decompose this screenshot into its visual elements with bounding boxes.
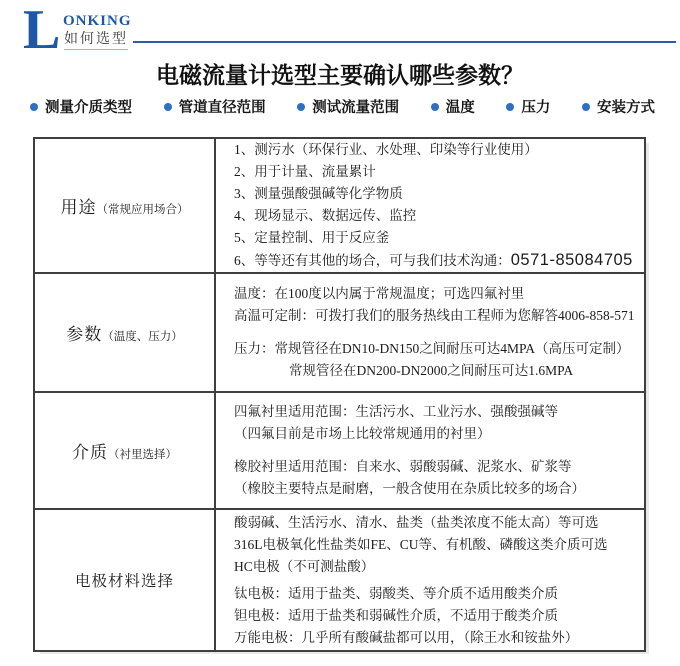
logo-l-icon: L xyxy=(23,0,61,61)
phone-number: 0571-85084705 xyxy=(510,251,633,269)
bullet-item xyxy=(431,96,475,117)
spec-table xyxy=(33,137,646,652)
table-row-parameters xyxy=(35,272,644,391)
bullet-item xyxy=(297,96,399,117)
content-line xyxy=(234,249,638,272)
bullet-item xyxy=(30,96,132,117)
bullet-label: 管道直径范围 xyxy=(178,100,266,116)
parameter-bullet-list xyxy=(30,96,655,117)
bullet-dot-icon xyxy=(297,103,305,111)
row-label-note: （衬里选择） xyxy=(108,449,177,461)
content-line: 酸弱碱、生活污水、清水、盐类（盐类浓度不能太高）等可选 xyxy=(234,514,599,530)
row-label-note: （温度、压力） xyxy=(102,331,183,343)
bullet-dot-icon xyxy=(164,103,172,111)
row-label-note: （常规应用场合） xyxy=(96,204,189,216)
content-line: 高温可定制：可拨打我们的服务热线由工程师为您解答4006-858-571 xyxy=(234,308,635,323)
row-content-usage xyxy=(216,139,644,272)
row-label-medium xyxy=(35,393,216,508)
row-label-text: 参数 xyxy=(66,325,103,344)
table-row-electrode xyxy=(35,508,644,650)
content-line: 1、测污水（环保行业、水处理、印染等行业使用） xyxy=(234,142,538,157)
header-rule xyxy=(133,41,676,43)
content-line-text: 6、等等还有其他的场合，可与我们技术沟通： xyxy=(234,253,511,268)
content-line: 2、用于计量、流量累计 xyxy=(234,164,376,179)
content-line: 3、测量强酸强碱等化学物质 xyxy=(234,186,403,201)
row-content-parameters xyxy=(216,274,644,391)
bullet-dot-icon xyxy=(431,103,439,111)
row-label-text: 介质 xyxy=(72,443,108,462)
brand-name: ONKING xyxy=(63,13,132,29)
content-line: 316L电极氧化性盐类如FE、CU等、有机酸、磷酸这类介质可选 xyxy=(234,536,608,552)
row-content-medium xyxy=(216,393,644,508)
bullet-label: 安装方式 xyxy=(596,100,655,116)
content-line: 5、定量控制、用于反应釜 xyxy=(234,230,390,245)
row-content-electrode xyxy=(216,510,644,650)
content-line: （橡胶主要特点是耐磨，一般含使用在杂质比较多的场合） xyxy=(234,481,585,496)
bullet-label: 测试流量范围 xyxy=(312,100,400,116)
bullet-dot-icon xyxy=(582,103,590,111)
bullet-label: 压力 xyxy=(521,100,551,116)
bullet-item xyxy=(582,96,655,117)
bullet-item xyxy=(506,96,550,117)
bullet-dot-icon xyxy=(506,103,514,111)
bullet-label: 测量介质类型 xyxy=(45,100,132,116)
row-label-text: 电极材料选择 xyxy=(74,573,174,590)
content-line: 橡胶衬里适用范围：自来水、弱酸弱碱、泥浆水、矿浆等 xyxy=(234,459,572,474)
row-label-parameters xyxy=(35,274,216,391)
table-row-usage xyxy=(35,139,644,272)
content-line: 压力：常规管径在DN10-DN150之间耐压可达4MPA（高压可定制） xyxy=(234,341,630,356)
row-label-text: 用途 xyxy=(60,198,97,217)
content-line: 4、现场显示、数据远传、监控 xyxy=(234,208,417,223)
bullet-item xyxy=(164,96,266,117)
content-line: 钽电极：适用于盐类和弱碱性介质，不适用于酸类介质 xyxy=(234,607,558,623)
row-label-electrode xyxy=(35,510,216,650)
content-line: 常规管径在DN200-DN2000之间耐压可达1.6MPA xyxy=(289,363,574,378)
content-line: 四氟衬里适用范围：生活污水、工业污水、强酸强碱等 xyxy=(234,404,558,419)
table-row-medium xyxy=(35,391,644,508)
content-line: （四氟目前是市场上比较常规通用的衬里） xyxy=(234,426,491,441)
logo-subtitle: 如何选型 xyxy=(64,28,128,50)
content-line: 温度：在100度以内属于常规温度；可选四氟衬里 xyxy=(234,286,525,301)
content-line: 万能电极：几乎所有酸碱盐都可以用，（除王水和铵盐外） xyxy=(234,629,579,645)
bullet-label: 温度 xyxy=(445,100,475,116)
content-line: HC电极（不可测盐酸） xyxy=(234,558,375,574)
page-title: 电磁流量计选型主要确认哪些参数？ xyxy=(156,63,524,88)
row-label-usage xyxy=(35,139,216,272)
content-line: 钛电极：适用于盐类、弱酸类、等介质不适用酸类介质 xyxy=(234,585,558,601)
bullet-dot-icon xyxy=(30,103,38,111)
